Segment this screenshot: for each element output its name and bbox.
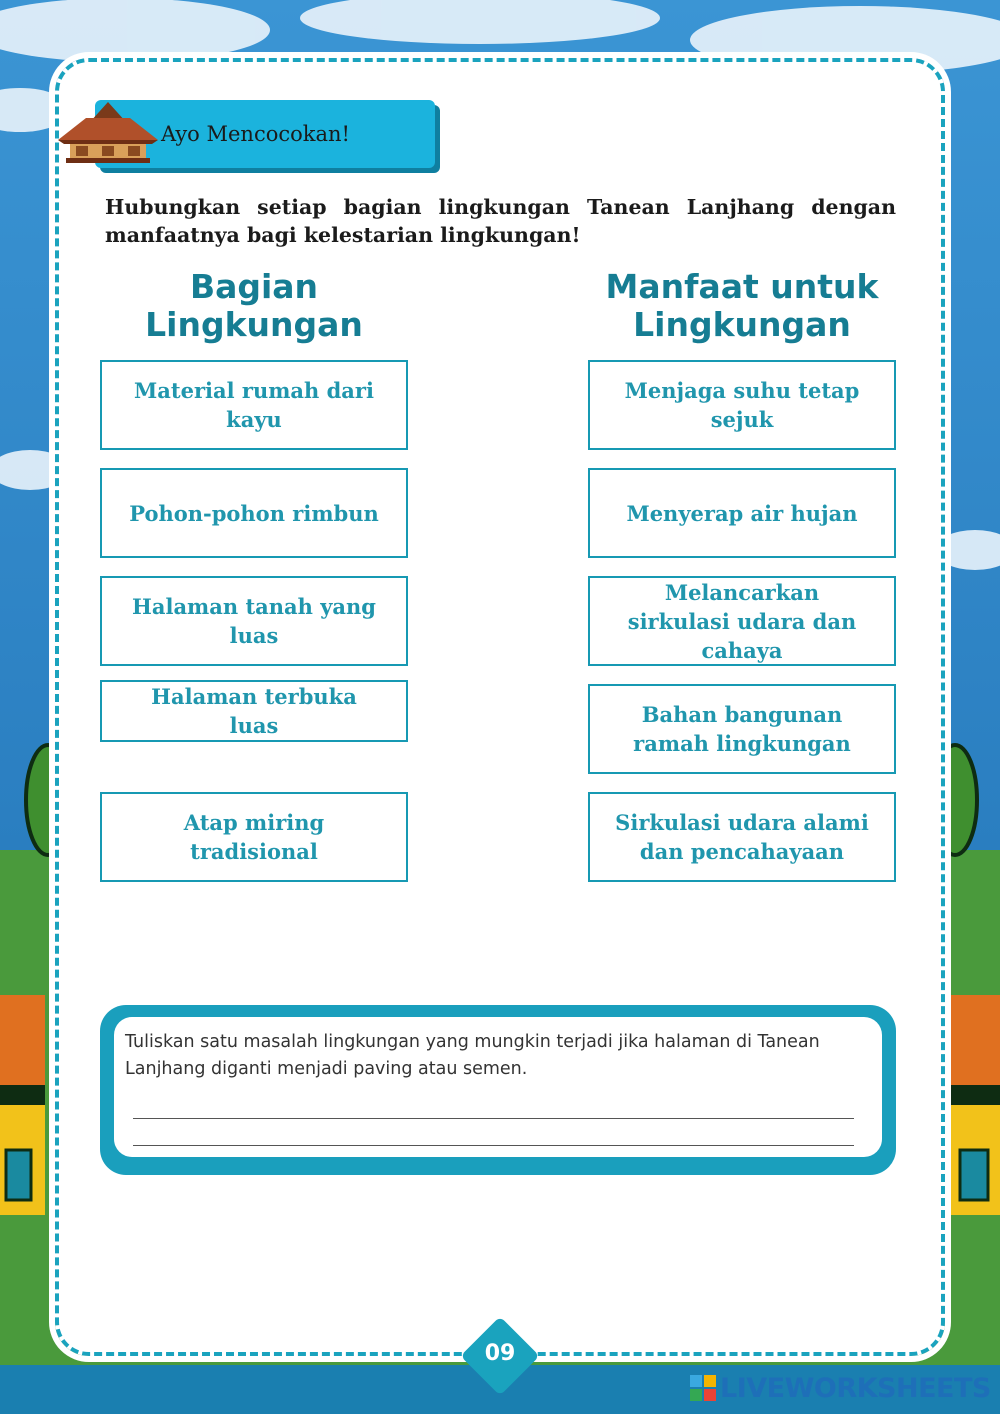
liveworksheets-logo-icon [690, 1375, 716, 1401]
instruction-text: Hubungkan setiap bagian lingkungan Tanean Lanjhang dengan manfaatnya bagi kelestarian lingkungan! [105, 195, 896, 247]
answer-line[interactable] [133, 1145, 854, 1146]
left-item-4[interactable]: Halaman terbuka luas [100, 680, 408, 742]
page-number: 09 [484, 1341, 516, 1366]
left-column-heading: Bagian Lingkungan [145, 267, 363, 344]
left-item-5[interactable]: Atap miring tradisional [100, 792, 408, 882]
left-item-1[interactable]: Material rumah dari kayu [100, 360, 408, 450]
section-tag-label: Ayo Mencocokan! [161, 122, 350, 146]
right-item-1[interactable]: Menjaga suhu tetap sejuk [588, 360, 896, 450]
answer-area[interactable] [114, 1017, 882, 1157]
right-column-heading: Manfaat untuk Lingkungan [605, 267, 879, 344]
answer-panel [100, 1005, 896, 1175]
right-item-5[interactable]: Sirkulasi udara alami dan pencahayaan [588, 792, 896, 882]
answer-line[interactable] [133, 1118, 854, 1119]
right-item-2[interactable]: Menyerap air hujan [588, 468, 896, 558]
left-item-3[interactable]: Halaman tanah yang luas [100, 576, 408, 666]
watermark [690, 1370, 991, 1406]
traditional-house-icon [56, 100, 160, 166]
question-text: Tuliskan satu masalah lingkungan yang mungkin terjadi jika halaman di Tanean Lanjhang diganti menjadi paving atau semen. [125, 1032, 820, 1079]
right-item-3[interactable]: Melancarkan sirkulasi udara dan cahaya [588, 576, 896, 666]
right-item-4[interactable]: Bahan bangunan ramah lingkungan [588, 684, 896, 774]
watermark-text: LIVEWORKSHEETS [720, 1372, 991, 1404]
left-item-2[interactable]: Pohon-pohon rimbun [100, 468, 408, 558]
